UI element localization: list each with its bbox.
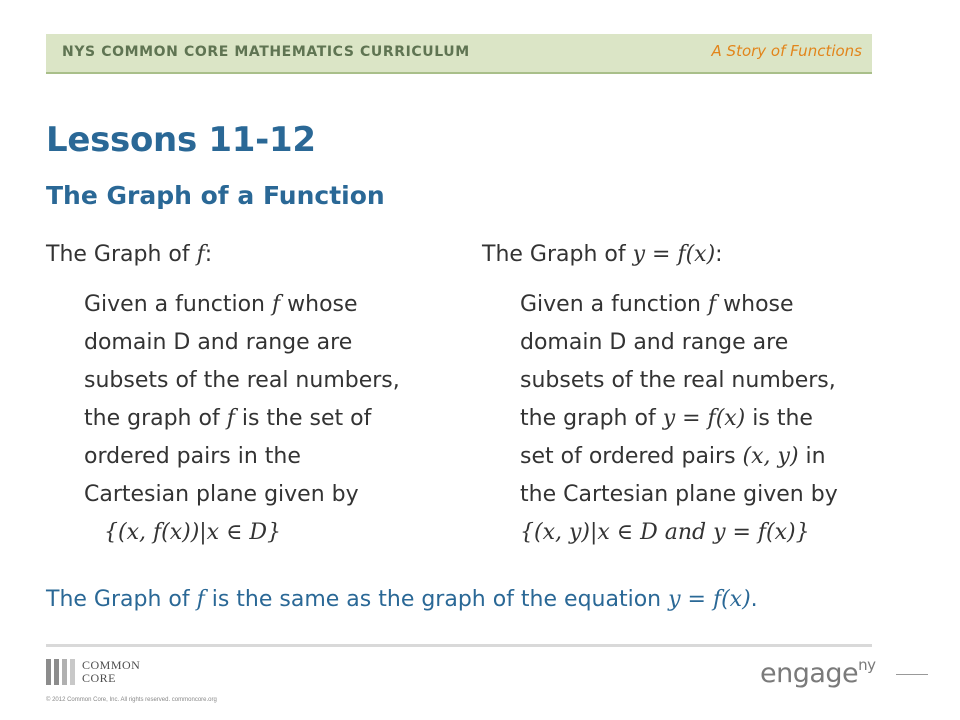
- right-line: the Cartesian plane given by: [520, 482, 838, 507]
- right-definition: [482, 236, 922, 552]
- right-heading-math: y = f(x): [632, 242, 716, 267]
- logo-line-2: CORE: [82, 671, 117, 685]
- engage-ny-logo: [760, 656, 876, 689]
- left-line: Given a function f whose: [84, 292, 358, 317]
- left-line: domain D and range are: [84, 330, 353, 355]
- right-line: subsets of the real numbers,: [520, 368, 836, 393]
- right-line: the graph of y = f(x) is the: [520, 406, 813, 431]
- left-heading-math: f: [196, 242, 205, 267]
- engage-sup: ny: [858, 656, 876, 674]
- right-heading-suffix: :: [715, 242, 723, 267]
- page-subtitle: The Graph of a Function: [46, 181, 385, 210]
- page-title: Lessons 11-12: [46, 120, 316, 160]
- left-definition: [46, 236, 466, 552]
- engage-text: engage: [760, 658, 859, 689]
- left-line: Cartesian plane given by: [84, 482, 359, 507]
- left-heading-text: The Graph of: [46, 242, 197, 267]
- left-heading-suffix: :: [204, 242, 213, 267]
- right-set-notation: {(x, y)|x ∈ D and y = f(x)}: [520, 520, 810, 545]
- conclusion-statement: The Graph of f is the same as the graph of the equation y = f(x).: [46, 587, 758, 612]
- left-line: the graph of f is the set of: [84, 406, 372, 431]
- header-rule: [46, 72, 872, 74]
- right-body: [520, 286, 922, 552]
- corner-rule: [896, 674, 928, 675]
- copyright-notice: © 2012 Common Core, Inc. All rights reserved. commoncore.org: [46, 697, 217, 703]
- left-heading: [46, 236, 466, 286]
- curriculum-label: NYS COMMON CORE MATHEMATICS CURRICULUM: [62, 44, 470, 60]
- left-line: subsets of the real numbers,: [84, 368, 400, 393]
- common-core-logo: [46, 659, 166, 685]
- right-heading: [482, 236, 922, 286]
- left-line: ordered pairs in the: [84, 444, 301, 469]
- left-body: [84, 286, 466, 552]
- logo-line-1: COMMON: [82, 658, 141, 672]
- left-set-notation: {(x, f(x))|x ∈ D}: [104, 520, 281, 545]
- right-line: Given a function f whose: [520, 292, 794, 317]
- footer-rule: [46, 644, 872, 647]
- right-line: set of ordered pairs (x, y) in: [520, 444, 826, 469]
- right-line: domain D and range are: [520, 330, 789, 355]
- logo-text: [82, 659, 140, 685]
- right-heading-text: The Graph of: [482, 242, 633, 267]
- module-name: A Story of Functions: [711, 42, 862, 60]
